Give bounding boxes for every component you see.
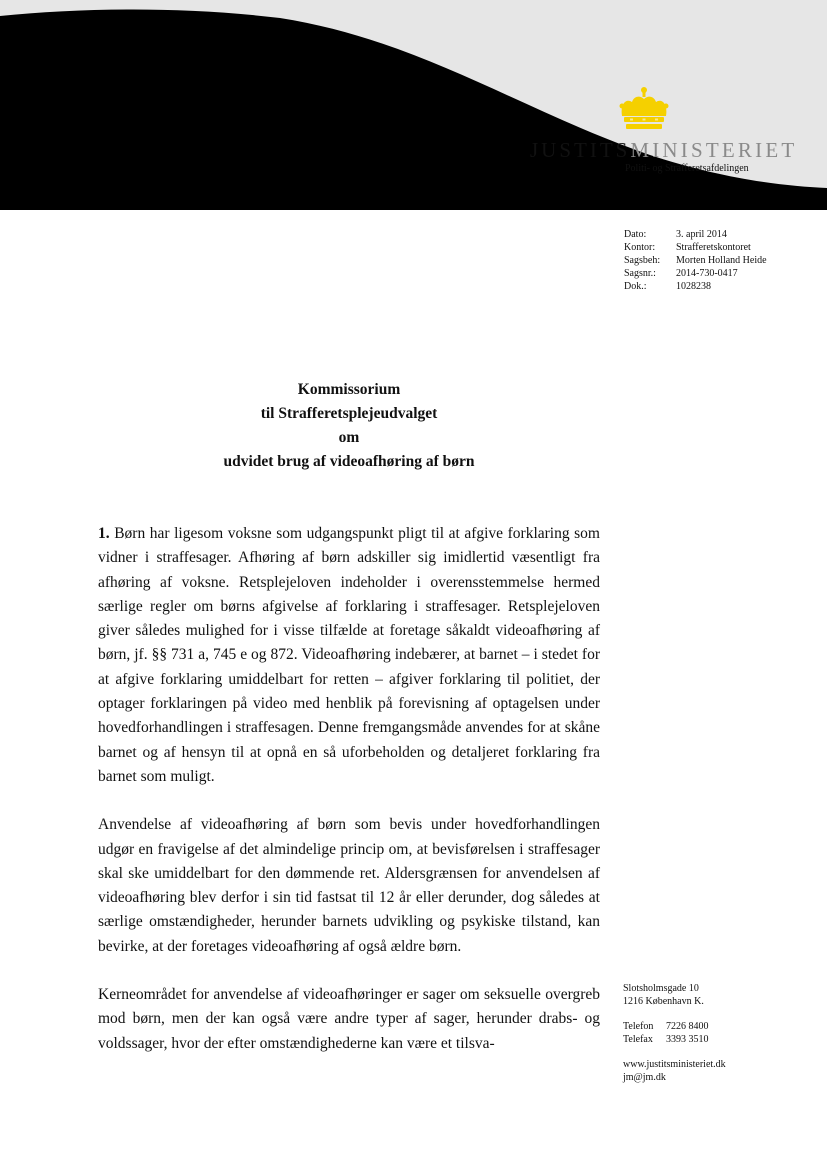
crown-icon bbox=[616, 86, 672, 130]
header-wave bbox=[0, 0, 827, 210]
fax-label: Telefax bbox=[623, 1033, 653, 1045]
paragraph-2: Anvendelse af videoafhøring af børn som bevis under hovedforhandlingen udgør en fravigelse af det almindelige princip om, at bevisførelsen i straffesager skal ske umiddelbart for den dømmende ret. Aldersgrænsen for anvendelsen af videoafhøring blev derfor i sin tid fastsat til 12 år eller derunder, dog således at særlige omstændigheder, herunder barnets udvikling og psykiske tilstand, kan bevirke, at der foretages videoafhøring af også ældre børn. bbox=[98, 816, 600, 955]
paragraph-3: Kerneområdet for anvendelse af videoafhøringer er sager om seksuelle overgreb mod børn, men der kan også være andre typer af sager, herunder drabs- og voldssager, hvor der efter omstændighederne kan være et tilsva- bbox=[98, 986, 600, 1052]
meta-row-caseworker bbox=[624, 254, 767, 267]
title-line: udvidet brug af videoafhøring af børn bbox=[223, 453, 475, 470]
meta-label: Sagsnr.: bbox=[624, 268, 656, 279]
title-line: til Strafferetsplejeudvalget bbox=[260, 405, 438, 422]
meta-value: Strafferetskontoret bbox=[676, 242, 751, 253]
meta-row-office bbox=[624, 241, 767, 254]
contact-block bbox=[623, 983, 726, 1084]
website-link[interactable]: www.justitsministeriet.dk bbox=[623, 1059, 726, 1070]
document-metadata bbox=[624, 228, 767, 293]
meta-row-case-number bbox=[624, 267, 767, 280]
meta-row-date bbox=[624, 228, 767, 241]
fax-number: 3393 3510 bbox=[666, 1033, 709, 1045]
title-line: Kommissorium bbox=[297, 381, 401, 398]
meta-label: Sagsbeh: bbox=[624, 255, 661, 266]
meta-value: Morten Holland Heide bbox=[676, 255, 767, 266]
section-number: 1. bbox=[98, 525, 110, 542]
address-street: Slotsholmsgade 10 bbox=[623, 983, 699, 994]
address-city: 1216 København K. bbox=[623, 995, 704, 1007]
meta-label: Dato: bbox=[624, 229, 647, 240]
phone-line bbox=[623, 1021, 726, 1034]
logo-text-ministeriet: MINISTERIET bbox=[630, 138, 798, 162]
ministry-logo bbox=[530, 138, 797, 163]
meta-value: 1028238 bbox=[676, 281, 711, 292]
meta-value: 3. april 2014 bbox=[676, 229, 727, 240]
meta-row-document bbox=[624, 280, 767, 293]
email-link[interactable]: jm@jm.dk bbox=[623, 1071, 666, 1083]
title-line: om bbox=[338, 429, 360, 446]
phone-number: 7226 8400 bbox=[666, 1021, 709, 1032]
logo-text-justits: JUSTITS bbox=[530, 138, 631, 162]
meta-value: 2014-730-0417 bbox=[676, 268, 738, 279]
phone-label: Telefon bbox=[623, 1021, 654, 1032]
document-body bbox=[98, 522, 600, 1080]
document-title bbox=[98, 378, 600, 474]
meta-label: Dok.: bbox=[624, 281, 647, 292]
department-name: Politi- og Strafferetsafdelingen bbox=[625, 163, 749, 174]
meta-label: Kontor: bbox=[624, 242, 656, 253]
paragraph-text: Børn har ligesom voksne som udgangspunkt pligt til at afgive forklaring som vidner i straffesager. Afhøring af børn adskiller sig imidlertid væsentligt fra afhøring af voksne. Retsplejeloven indeholder i overensstemmelse hermed særlige regler om børns afgivelse af forklaring i straffesager. Retsplejeloven giver således mulighed for i visse tilfælde at foretage såkaldt videoafhøring af børn, jf. §§ 731 a, 745 e og 872. Videoafhøring indebærer, at barnet – i stedet for at afgive forklaring umiddelbart for retten – afgiver forklaring til politiet, der optager forklaringen på video med henblik på forevisning af optagelsen under hovedforhandlingen i straffesagen. Denne fremgangsmåde anvendes for at skåne barnet og af hensyn til at opnå en så uforbeholden og detaljeret forklaring fra barnet som muligt. bbox=[98, 525, 600, 785]
fax-line bbox=[623, 1034, 726, 1047]
paragraph-1 bbox=[98, 522, 600, 789]
